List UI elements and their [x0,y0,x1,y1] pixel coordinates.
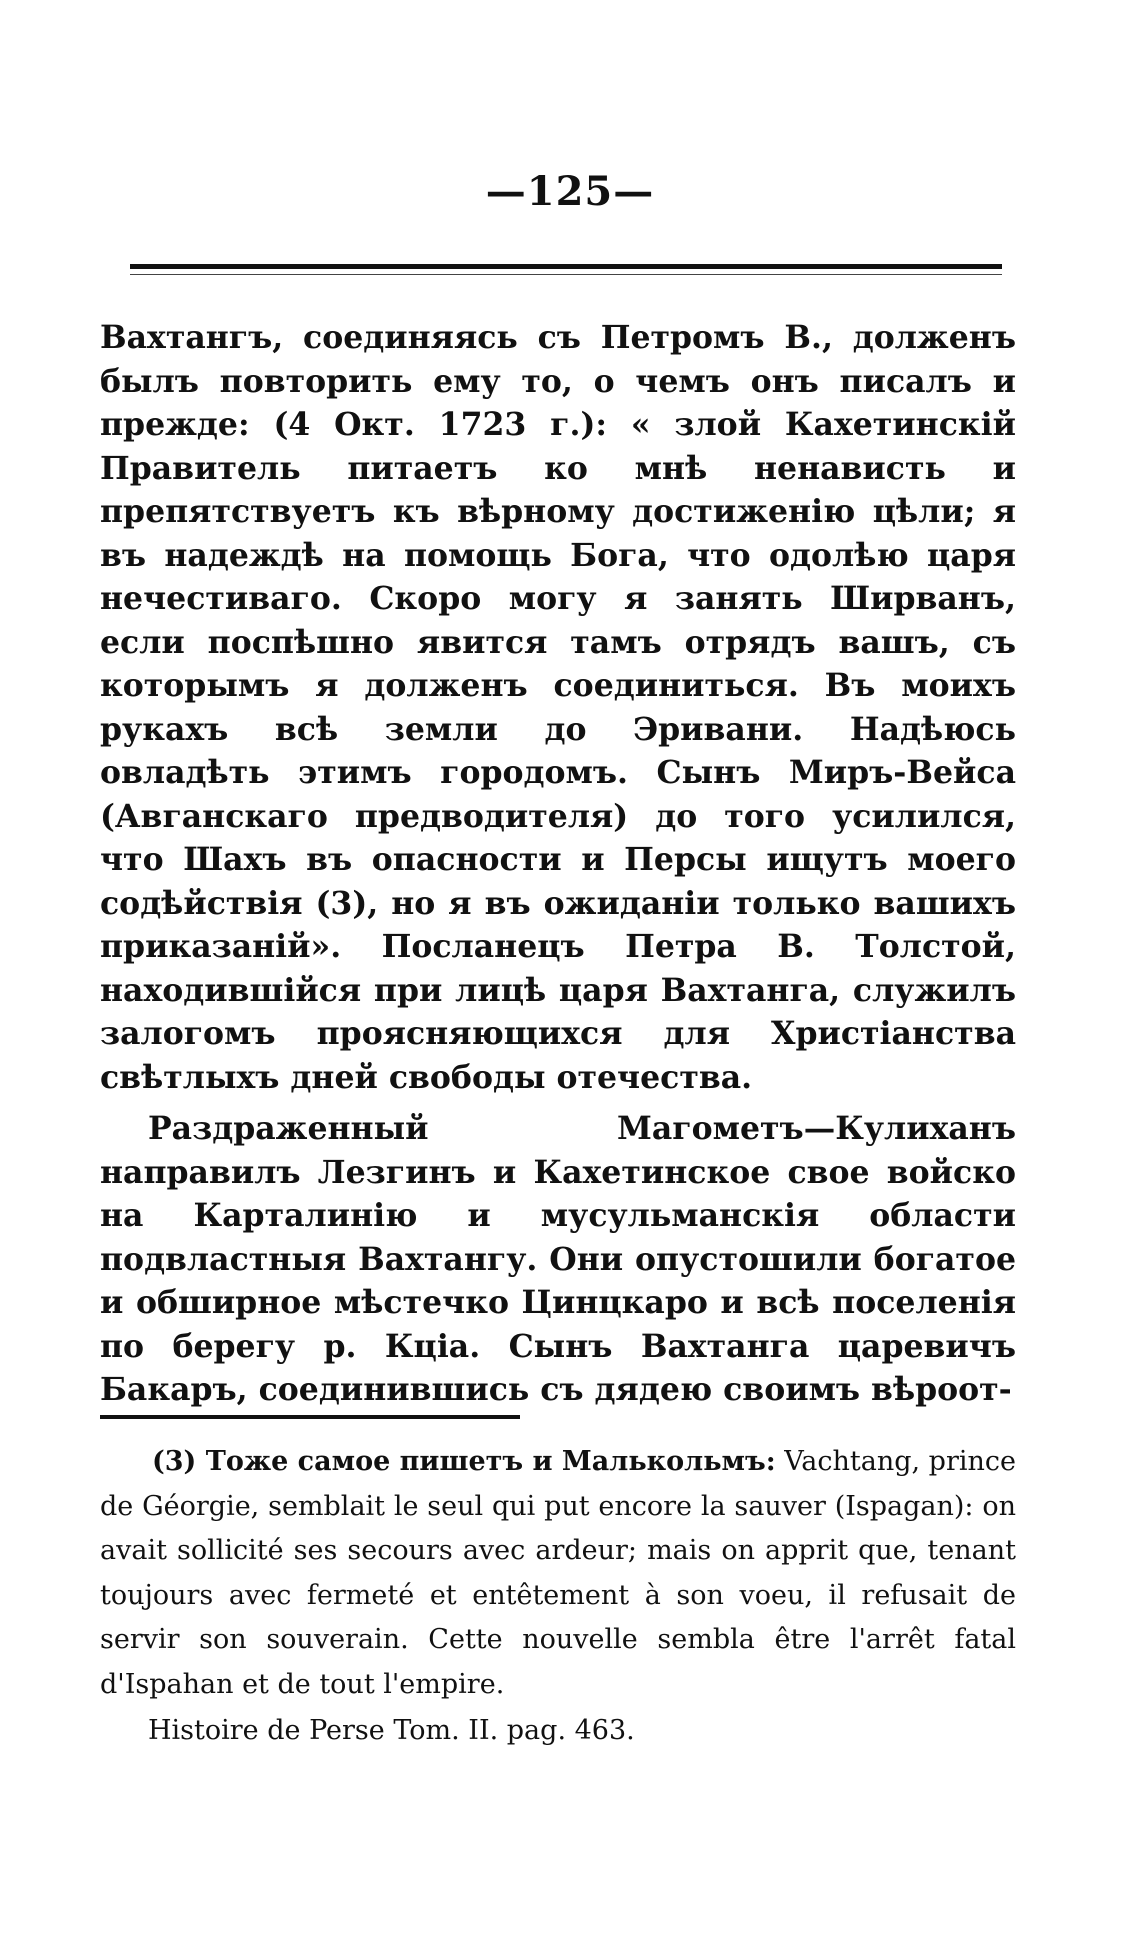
footnote-rule [100,1415,520,1419]
footnote-text: Vachtang, prince de Géorgie, semblait le seul qui put encore la sauver (Ispagan): on avait sollicité ses secours avec ardeur; mais on apprit que, tenant toujours avec fermeté et entêtement à son voeu, il refusait de servir son souverain. Cette nouvelle sembla être l'arrêt fatal d'Ispahan et de tout l'empire. [100,1446,1016,1700]
main-text [100,316,1016,1412]
paragraph-1: Вахтангъ, соединяясь съ Петромъ В., долженъ былъ повторить ему то, о чемъ онъ писалъ и прежде: (4 Окт. 1723 г.): « злой Кахетинскій Правитель питаетъ ко мнѣ ненависть и препятствуетъ къ вѣрному достиженію цѣли; я въ надеждѣ на помощь Бога, что одолѣю царя нечестиваго. Скоро могу я занять Ширванъ, если поспѣшно явится тамъ отрядъ вашъ, съ которымъ я долженъ соединиться. Въ моихъ рукахъ всѣ земли до Эривани. Надѣюсь овладѣть этимъ городомъ. Сынъ Миръ-Вейса (Авганскаго предводителя) до того усилился, что Шахъ въ опасности и Персы ищутъ моего содѣйствія (3), но я въ ожиданіи только вашихъ приказаній». Посланецъ Петра В. Толстой, находившійся при лицѣ царя Вахтанга, служилъ залогомъ проясняющихся для Христіанства свѣтлыхъ дней свободы отечества. [100,319,1016,1096]
footnote [100,1440,1016,1754]
page-number: —125— [485,168,655,215]
paragraph-2: Раздраженный Магометъ—Кулиханъ направилъ Лезгинъ и Кахетинское свое войско на Карталинію и мусульманскія области подвластныя Вахтангу. Они опустошили богатое и обширное мѣстечко Цинцкаро и всѣ поселенія по берегу р. Кціа. Сынъ Вахтанга царевичъ Бакаръ, соединившись съ дядею своимъ вѣроот- [100,1110,1016,1408]
header-rule [130,264,1002,269]
footnote-lead: (3) Тоже самое пишетъ и Малькольмъ: [152,1446,776,1477]
header-rule-thin [130,274,1002,275]
footnote-body [100,1440,1016,1707]
footnote-source: Histoire de Perse Tom. II. pag. 463. [148,1715,635,1746]
